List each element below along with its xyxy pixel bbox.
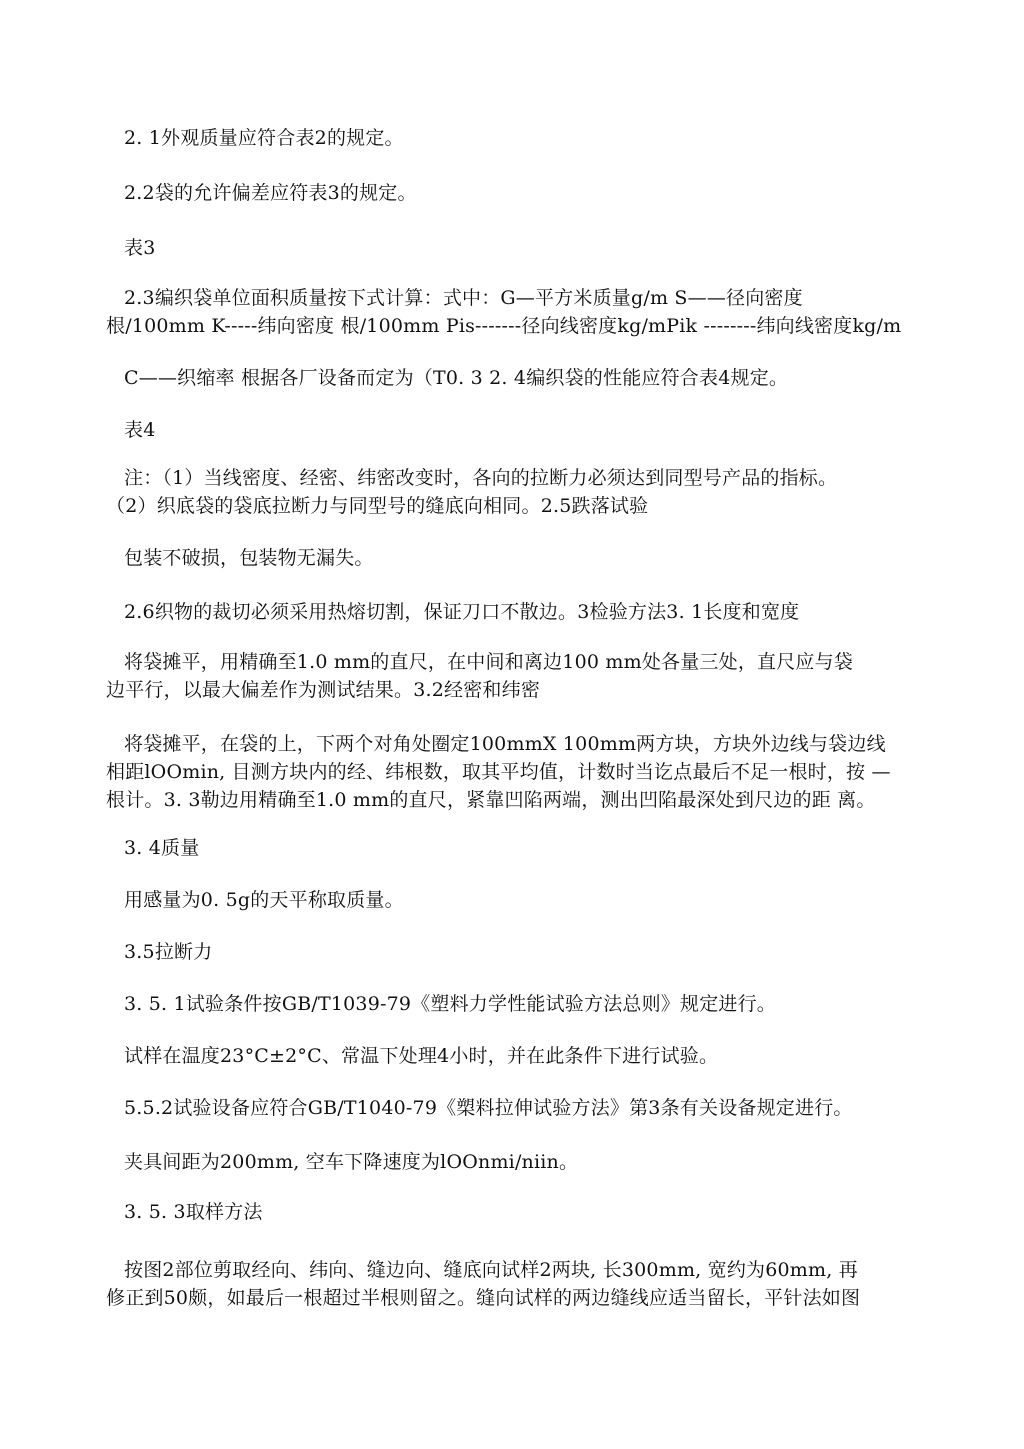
text-line: 夹具间距为200mm, 空车下降速度为lOOnmi/niin。: [124, 1151, 579, 1173]
text-line: （2）织底袋的袋底拉断力与同型号的缝底向相同。2.5跌落试验: [106, 495, 649, 517]
text-line: 修正到50颇，如最后一根超过半根则留之。缝向试样的两边缝线应适当留长，平针法如图: [106, 1287, 861, 1309]
text-line: 2.3编织袋单位面积质量按下式计算：式中：G—平方米质量g/m S——径向密度: [124, 287, 803, 309]
text-line: 根计。3. 3勒边用精确至1.0 mm的直尺，紧靠凹陷两端，测出凹陷最深处到尺边的距 离。: [106, 789, 876, 811]
text-line: 用感量为0. 5g的天平称取质量。: [124, 889, 404, 911]
text-line: 注：（1）当线密度、经密、纬密改变时，各向的拉断力必须达到同型号产品的指标。: [124, 467, 838, 489]
text-line: 试样在温度23°C±2°C、常温下处理4小时，并在此条件下进行试验。: [124, 1045, 719, 1067]
text-line: 表4: [124, 419, 156, 441]
text-line: C——织缩率 根据各厂设备而定为（T0. 3 2. 4编织袋的性能应符合表4规定。: [124, 367, 789, 389]
text-line: 表3: [124, 237, 156, 259]
text-line: 相距lOOmin, 目测方块内的经、纬根数，取其平均值，计数时当讫点最后不足一根时，按 —: [106, 761, 891, 783]
text-line: 3. 5. 1试验条件按GB/T1039-79《塑料力学性能试验方法总则》规定进行。: [124, 993, 776, 1015]
text-line: 边平行，以最大偏差作为测试结果。3.2经密和纬密: [106, 679, 541, 701]
text-line: 根/100mm K-----纬向密度 根/100mm Pis-------径向线密度kg/mPik --------纬向线密度kg/m: [106, 315, 902, 337]
text-line: 按图2部位剪取经向、纬向、缝边向、缝底向试样2两块, 长300mm, 宽约为60mm, 再: [124, 1259, 858, 1281]
text-line: 包装不破损，包装物无漏失。: [124, 547, 374, 569]
text-line: 2.6织物的裁切必须采用热熔切割，保证刀口不散边。3检验方法3. 1长度和宽度: [124, 601, 800, 623]
text-line: 3. 5. 3取样方法: [124, 1201, 263, 1223]
text-line: 将袋摊平，在袋的上，下两个对角处圈定100mmX 100mm两方块，方块外边线与袋边线: [124, 733, 886, 755]
text-line: 3. 4质量: [124, 837, 200, 859]
text-line: 3.5拉断力: [124, 941, 213, 963]
text-line: 2.2袋的允许偏差应符表3的规定。: [124, 182, 417, 204]
text-line: 将袋摊平，用精确至1.0 mm的直尺，在中间和离边100 mm处各量三处，直尺应与袋: [124, 651, 854, 673]
text-line: 5.5.2试验设备应符合GB/T1040-79《槊料拉伸试验方法》第3条有关设备规定进行。: [124, 1097, 853, 1119]
text-line: 2. 1外观质量应符合表2的规定。: [124, 127, 404, 149]
